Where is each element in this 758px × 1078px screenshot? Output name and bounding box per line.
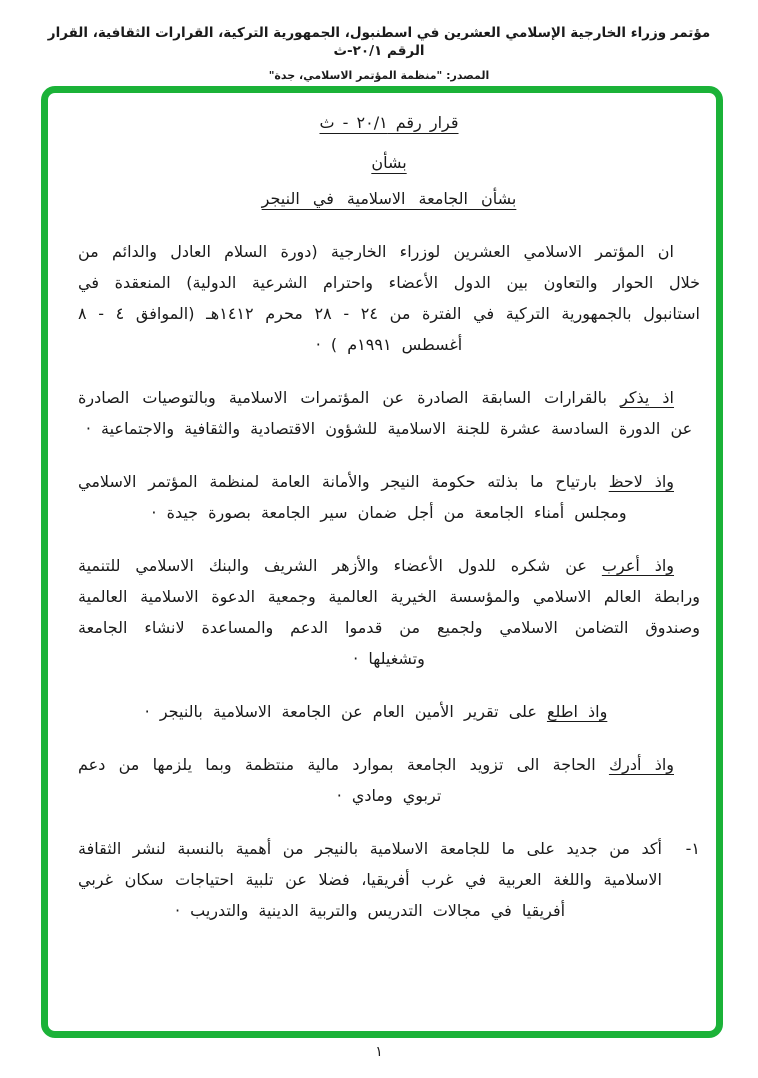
resolution-number-title: قرار رقم ٢٠/١ - ث <box>319 113 459 132</box>
paragraph-lead: اذ يذكر <box>620 388 675 407</box>
item-text: أكد من جديد على ما للجامعة الاسلامية بالنيجر من أهمية بالنسبة لنشر الثقافة الاسلامية واللغة العربية في غرب أفريقيا، فضلا عن تلبية احتياجات سكان غربي أفريقيا في مجالات التدريس والتربية الدينية والتدريب · <box>78 839 662 920</box>
resolution-body <box>48 93 716 926</box>
paragraph: واذ لاحظ بارتياح ما بذلته حكومة النيجر والأمانة العامة لمنظمة المؤتمر الاسلامي ومجلس أمناء الجامعة من أجل ضمان سير الجامعة بصورة جيدة · <box>78 472 674 522</box>
paragraph-lead: واذ اطلع <box>546 702 608 721</box>
paragraph: واذ اطلع على تقرير الأمين العام عن الجامعة الاسلامية بالنيجر · <box>144 702 608 721</box>
conference-title: مؤتمر وزراء الخارجية الإسلامي العشرين في اسطنبول، الجمهورية التركية، القرارات الثقافية، القرار الرقم ٢٠/١-ث <box>47 25 711 59</box>
title-block <box>78 107 700 214</box>
paragraph: واذ أعرب عن شكره للدول الأعضاء والأزهر الشريف والبنك الاسلامي للتنمية ورابطة العالم الاسلامي والمؤسسة الخيرية العالمية وجمعية الدعوة الاسلامية العالمية وصندوق التضامن الاسلامي ولجميع من قدموا الدعم والمساعدة لانشاء الجامعة وتشغيلها · <box>78 556 700 668</box>
list-item <box>78 833 700 926</box>
document-header <box>28 24 730 82</box>
item-number: ١- <box>685 839 700 858</box>
operative-items <box>78 833 700 926</box>
green-border-frame <box>41 86 723 1038</box>
paragraph: واذ أدرك الحاجة الى تزويد الجامعة بموارد مالية منتظمة وبما يلزمها من دعم تربوي ومادي · <box>78 755 674 805</box>
paragraph-lead: واذ أدرك <box>608 755 674 774</box>
preamble-paragraphs <box>78 236 700 811</box>
paragraph-lead: واذ لاحظ <box>608 472 674 491</box>
page-number: ١ <box>375 1044 383 1060</box>
paragraph-lead: واذ أعرب <box>601 556 675 575</box>
paragraph: ان المؤتمر الاسلامي العشرين لوزراء الخارجية (دورة السلام العادل والدائم من خلال الحوار والتعاون بين الدول الأعضاء واحترام الشرعية الدولية) المنعقدة في استانبول بالجمهورية التركية في الفترة من ٢٤ - ٢٨ محرم ١٤١٢هـ (الموافق ٤ - ٨ أغسطس ١٩٩١م ) · <box>78 242 700 354</box>
regarding-label: بشأن <box>371 153 407 172</box>
subject-title: بشأن الجامعة الاسلامية في النيجر <box>261 189 517 208</box>
paragraph: اذ يذكر بالقرارات السابقة الصادرة عن المؤتمرات الاسلامية وبالتوصيات الصادرة عن الدورة السادسة عشرة للجنة الاسلامية للشؤون الاقتصادية والثقافية والاجتماعية · <box>78 388 693 438</box>
source-line: المصدر: "منظمة المؤتمر الاسلامي، جدة" <box>268 69 490 82</box>
